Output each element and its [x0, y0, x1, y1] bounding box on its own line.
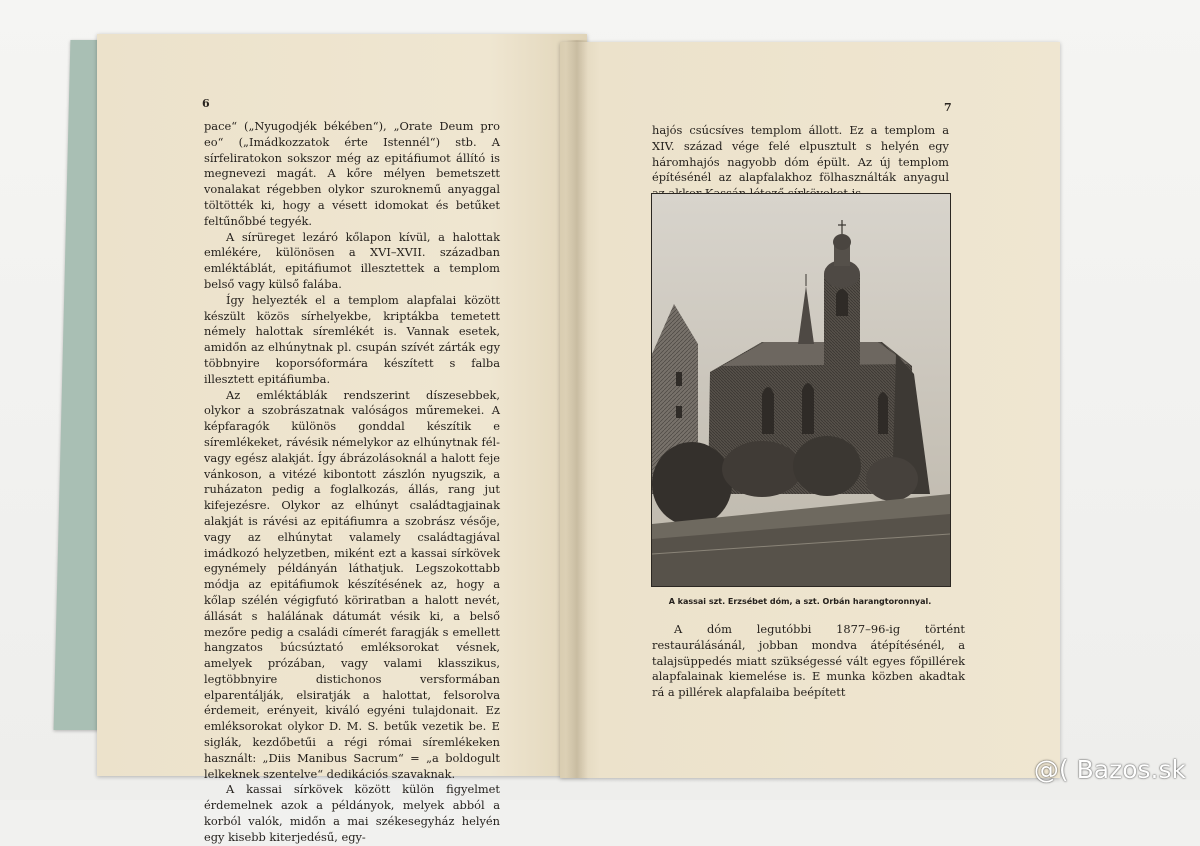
paragraph: Az emléktáblák rendszerint díszesebbek, olykor a szobrászatnak valóságos műremekei. A képfaragók különös gonddal készítik e síremlékeket, rávésik némelykor az elhúnytnak fél- vagy egész alakját. Így ábrázolásoknál a halott feje vánkoson, a vitézé kibontott zászlón nyugszik, a ruházaton pedig a foglalkozás, állás, rang jut kifejezésre. Olykor az elhúnyt családtagjainak alakját is rávési az epitáfiumra a szobrász vésője, vagy az elhúnytat valamely családtagjával imádkozó helyzetben, miként ezt a kassai sírkövek egynémely példányán láthatjuk. Legszokottabb módja az epitáfiumok készítésének az, hogy a kőlap szélén végigfutó köriratban a halott nevét, állását s halálának dátumát vésik ki, a belső mezőre pedig a családi címerét faragják s emellett hangzatos búcsúztató emléksorokat vésnek, amelyek prózában, vagy valami klasszikus, legtöbbnyire distichonos versformában elparentálják, elsiratják a halottat, felsorolva érdemeit, erényeit, kiváló egyéni tulajdonait. Ez emléksorokat olykor D. M. S. betűk vezetik be. E siglák, kezdőbetűi a régi római síremlékeken használt: „Diis Manibus Sacrum“ = „a boldogult lelkeknek szentelve“ dedikációs szavaknak. — [204, 387, 500, 781]
paragraph: A kassai sírkövek között külön figyelmet érdemelnek azok a példányok, melyek abból a korból valók, midőn a mai székesegyház helyén egy kisebb kiterjedésű, egy- — [204, 782, 500, 844]
illustration-caption: A kassai szt. Erzsébet dóm, a szt. Orbán harangtoronnyal. — [668, 597, 932, 606]
right-page-bottom-text — [652, 622, 965, 701]
paragraph: A sírüreget lezáró kőlapon kívül, a halottak emlékére, különösen a XVI–XVII. században emléktáblát, epitáfiumot illesztettek a templom belső vagy külső falába. — [204, 229, 500, 291]
bazos-watermark: @( Bazos.sk — [1033, 755, 1186, 784]
paragraph: Így helyezték el a templom alapfalai között készült közös sírhelyekbe, kriptákba temetett némely halottak síremlékét is. Vannak esetek, amidőn az elhúnytnak pl. csupán szívét zárták egy többnyire koporsóformára készített s falba illesztett epitáfiumba. — [204, 292, 500, 386]
paragraph: A dóm legutóbbi 1877–96-ig történt restaurálásánál, jobban mondva átépítésénél, a talajsüppedés miatt szükségessé vált egyes főpillérek alapfalainak kiemelése is. E munka közben akadtak rá a pillérek alapfalaiba beépített — [652, 622, 965, 700]
left-page-number: 6 — [202, 97, 210, 110]
right-page-number: 7 — [944, 101, 952, 114]
book-gutter — [566, 40, 588, 778]
paragraph: pace“ („Nyugodjék békében“), „Orate Deum pro eo“ („Imádkozzatok érte Istennél“) stb. A sírfeliratokon sokszor még az epitáfiumot állító is megnevezi magát. A kőre mélyen bemetszett vonalakat régebben olykor szuroknemű anyaggal töltötték ki, hogy a vésett idomokat és betűket feltűnőbbé tegyék. — [204, 119, 500, 228]
cathedral-illustration — [651, 193, 951, 587]
left-page-text — [204, 119, 500, 846]
right-page-top-text — [652, 123, 949, 202]
paragraph: hajós csúcsíves templom állott. Ez a templom a XIV. század vége felé elpusztult s helyén egy háromhajós nagyobb dóm épült. Az új templom építésénél az alapfalakhoz fölhasználták anyagul — [652, 123, 949, 185]
